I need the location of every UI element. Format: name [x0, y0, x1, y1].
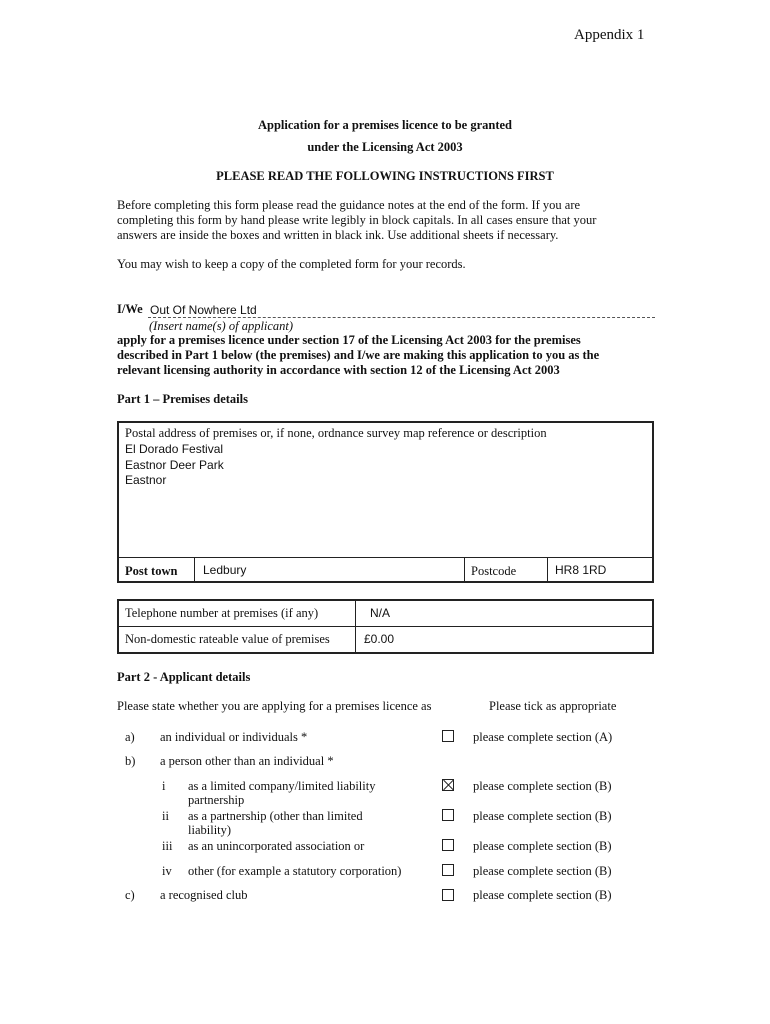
option-c-label: a recognised club	[160, 888, 248, 902]
divider	[464, 557, 465, 582]
option-b-iii-note: please complete section (B)	[473, 839, 612, 853]
option-line: as a partnership (other than limited	[188, 809, 363, 823]
option-b-ii-marker: ii	[162, 809, 169, 823]
applicant-hint: (Insert name(s) of applicant)	[149, 319, 294, 333]
option-a-label: an individual or individuals *	[160, 730, 308, 744]
divider	[355, 600, 356, 653]
intro-paragraph	[117, 198, 657, 243]
option-a-checkbox[interactable]	[442, 730, 454, 742]
statement-line: apply for a premises licence under section 17 of the Licensing Act 2003 for the premises	[117, 333, 581, 347]
telephone-field[interactable]: N/A	[370, 606, 391, 620]
postcode-label: Postcode	[471, 564, 517, 578]
rateable-value-field[interactable]: £0.00	[364, 632, 395, 646]
option-a-note: please complete section (A)	[473, 730, 613, 744]
postcode-field[interactable]: HR8 1RD	[555, 563, 607, 577]
divider	[194, 557, 195, 582]
form-title-line1: Application for a premises licence to be granted	[257, 118, 513, 132]
option-b-iv-marker: iv	[162, 864, 172, 878]
tick-header: Please tick as appropriate	[489, 699, 617, 713]
option-b-i-label	[188, 779, 375, 807]
address-line: El Dorado Festival	[125, 442, 224, 456]
intro-line: Before completing this form please read the guidance notes at the end of the form. If you are	[117, 198, 581, 212]
option-line: liability)	[188, 823, 232, 837]
post-town-label: Post town	[125, 564, 178, 578]
option-a-marker: a)	[125, 730, 135, 744]
intro-line: answers are inside the boxes and written in black ink. Use additional sheets if necessary.	[117, 228, 559, 242]
address-label: Postal address of premises or, if none, ordnance survey map reference or description	[125, 426, 547, 440]
instructions-heading: PLEASE READ THE FOLLOWING INSTRUCTIONS FIRST	[216, 169, 554, 183]
divider	[547, 557, 548, 582]
address-line: Eastnor Deer Park	[125, 457, 224, 472]
option-b-iii-label	[188, 839, 364, 853]
address-field[interactable]	[125, 442, 224, 489]
rateable-value-label: Non-domestic rateable value of premises	[125, 632, 330, 646]
option-b-iii-marker: iii	[162, 839, 173, 853]
option-line: other (for example a statutory corporation)	[188, 864, 402, 878]
option-c-note: please complete section (B)	[473, 888, 612, 902]
copy-note: You may wish to keep a copy of the completed form for your records.	[117, 257, 466, 271]
option-b-ii-note: please complete section (B)	[473, 809, 612, 823]
option-c-checkbox[interactable]	[442, 889, 454, 901]
statement-line: described in Part 1 below (the premises) and I/we are making this application to you as the	[117, 348, 600, 362]
option-b-label: a person other than an individual *	[160, 754, 334, 768]
appendix-label: Appendix 1	[574, 27, 645, 43]
divider	[118, 626, 653, 627]
option-b-ii-label	[188, 809, 363, 837]
post-town-field[interactable]: Ledbury	[203, 563, 247, 577]
option-b-marker: b)	[125, 754, 136, 768]
option-c-marker: c)	[125, 888, 135, 902]
applicant-label: I/We	[117, 302, 143, 316]
applicant-dotted-line	[148, 317, 655, 318]
applicant-type-question: Please state whether you are applying for a premises licence as	[117, 699, 432, 713]
part1-heading: Part 1 – Premises details	[117, 392, 248, 406]
option-b-ii-checkbox[interactable]	[442, 809, 454, 821]
option-line: as an unincorporated association or	[188, 839, 365, 853]
divider	[118, 557, 653, 558]
telephone-label: Telephone number at premises (if any)	[125, 606, 319, 620]
option-b-iv-label	[188, 864, 401, 878]
address-line: Eastnor	[125, 473, 167, 487]
applicant-name-field[interactable]: Out Of Nowhere Ltd	[150, 303, 257, 317]
intro-line: completing this form by hand please write legibly in block capitals. In all cases ensure that your	[117, 213, 597, 227]
form-title-line2: under the Licensing Act 2003	[307, 140, 463, 154]
option-b-iii-checkbox[interactable]	[442, 839, 454, 851]
option-b-iv-checkbox[interactable]	[442, 864, 454, 876]
applicant-statement	[117, 333, 657, 378]
option-b-i-note: please complete section (B)	[473, 779, 612, 793]
option-b-i-checkbox[interactable]	[442, 779, 454, 791]
part2-heading: Part 2 - Applicant details	[117, 670, 251, 684]
option-line: as a limited company/limited liability	[188, 779, 376, 793]
option-line: partnership	[188, 793, 245, 807]
option-b-iv-note: please complete section (B)	[473, 864, 612, 878]
option-b-i-marker: i	[162, 779, 166, 793]
statement-line: relevant licensing authority in accordance with section 12 of the Licensing Act 2003	[117, 363, 560, 377]
